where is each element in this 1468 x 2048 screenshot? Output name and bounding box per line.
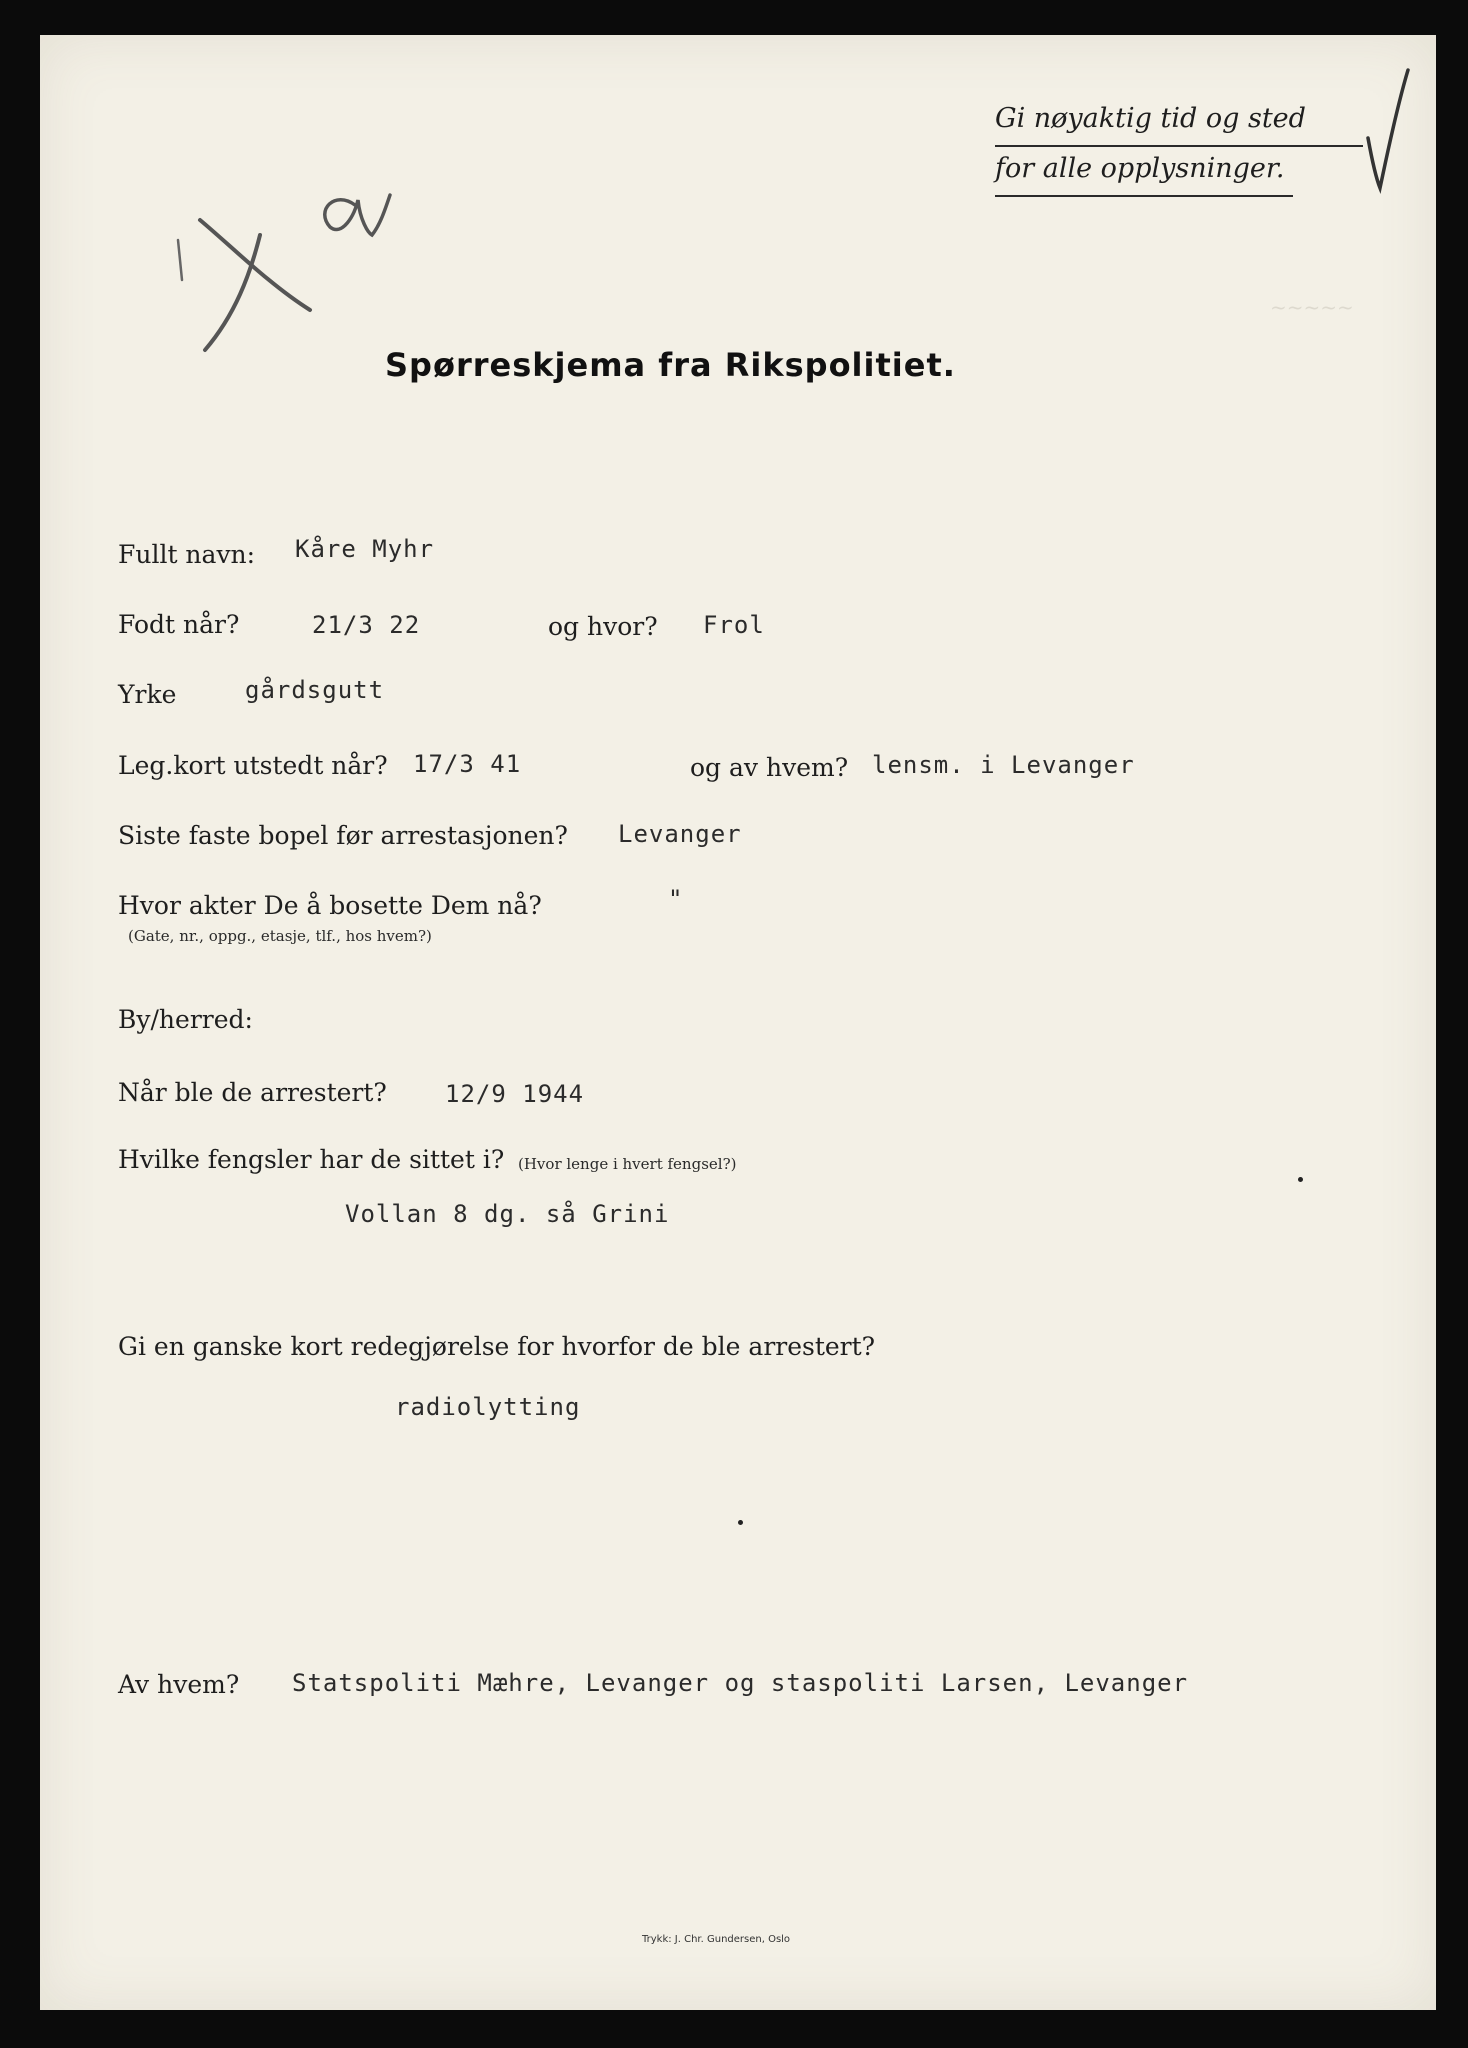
job-value: gårdsgutt	[245, 676, 385, 704]
instruction-note-line2: for alle opplysninger.	[995, 153, 1285, 184]
printer-credit: Trykk: J. Chr. Gundersen, Oslo	[642, 1934, 791, 1945]
prisons-value: Vollan 8 dg. så Grini	[345, 1200, 670, 1228]
reason-label: Gi en ganske kort redegjørelse for hvorfor de ble arrestert?	[118, 1332, 876, 1361]
settle-value: "	[668, 885, 684, 913]
form-title: Spørreskjema fra Rikspolitiet.	[385, 346, 956, 384]
bleed-through-text: ~~~~~	[1270, 295, 1354, 319]
document-page	[40, 35, 1436, 2010]
note-underline	[995, 195, 1293, 197]
handwritten-xa-mark	[140, 165, 420, 365]
born-label: Fodt når?	[118, 610, 240, 639]
arrested-label: Når ble de arrestert?	[118, 1078, 387, 1107]
legcard-value: 17/3 41	[413, 750, 522, 778]
job-label: Yrke	[118, 680, 177, 709]
note-underline	[995, 145, 1363, 147]
town-label: By/herred:	[118, 1005, 253, 1034]
by-whom-value: Statspoliti Mæhre, Levanger og staspoliti Larsen, Levanger	[292, 1669, 1189, 1697]
legcard-label: Leg.kort utstedt når?	[118, 751, 388, 780]
ink-dot	[1298, 1177, 1303, 1182]
settle-hint: (Gate, nr., oppg., etasje, tlf., hos hvem?)	[128, 927, 432, 945]
handwritten-check-mark	[1360, 60, 1420, 200]
legcard-by-label: og av hvem?	[690, 753, 849, 782]
name-label: Fullt navn:	[118, 540, 256, 569]
born-where-value: Frol	[703, 611, 765, 639]
legcard-by-value: lensm. i Levanger	[872, 751, 1135, 779]
name-value: Kåre Myhr	[295, 535, 435, 563]
settle-label: Hvor akter De å bosette Dem nå?	[118, 891, 542, 920]
born-value: 21/3 22	[312, 611, 421, 639]
by-whom-label: Av hvem?	[118, 1670, 240, 1699]
reason-value: radiolytting	[395, 1393, 581, 1421]
born-where-label: og hvor?	[548, 612, 658, 641]
residence-label: Siste faste bopel før arrestasjonen?	[118, 821, 568, 850]
residence-value: Levanger	[618, 820, 742, 848]
prisons-label: Hvilke fengsler har de sittet i?	[118, 1145, 505, 1174]
instruction-note-line1: Gi nøyaktig tid og sted	[995, 103, 1306, 134]
arrested-value: 12/9 1944	[445, 1080, 585, 1108]
prisons-hint: (Hvor lenge i hvert fengsel?)	[518, 1155, 737, 1173]
ink-dot	[738, 1520, 743, 1525]
